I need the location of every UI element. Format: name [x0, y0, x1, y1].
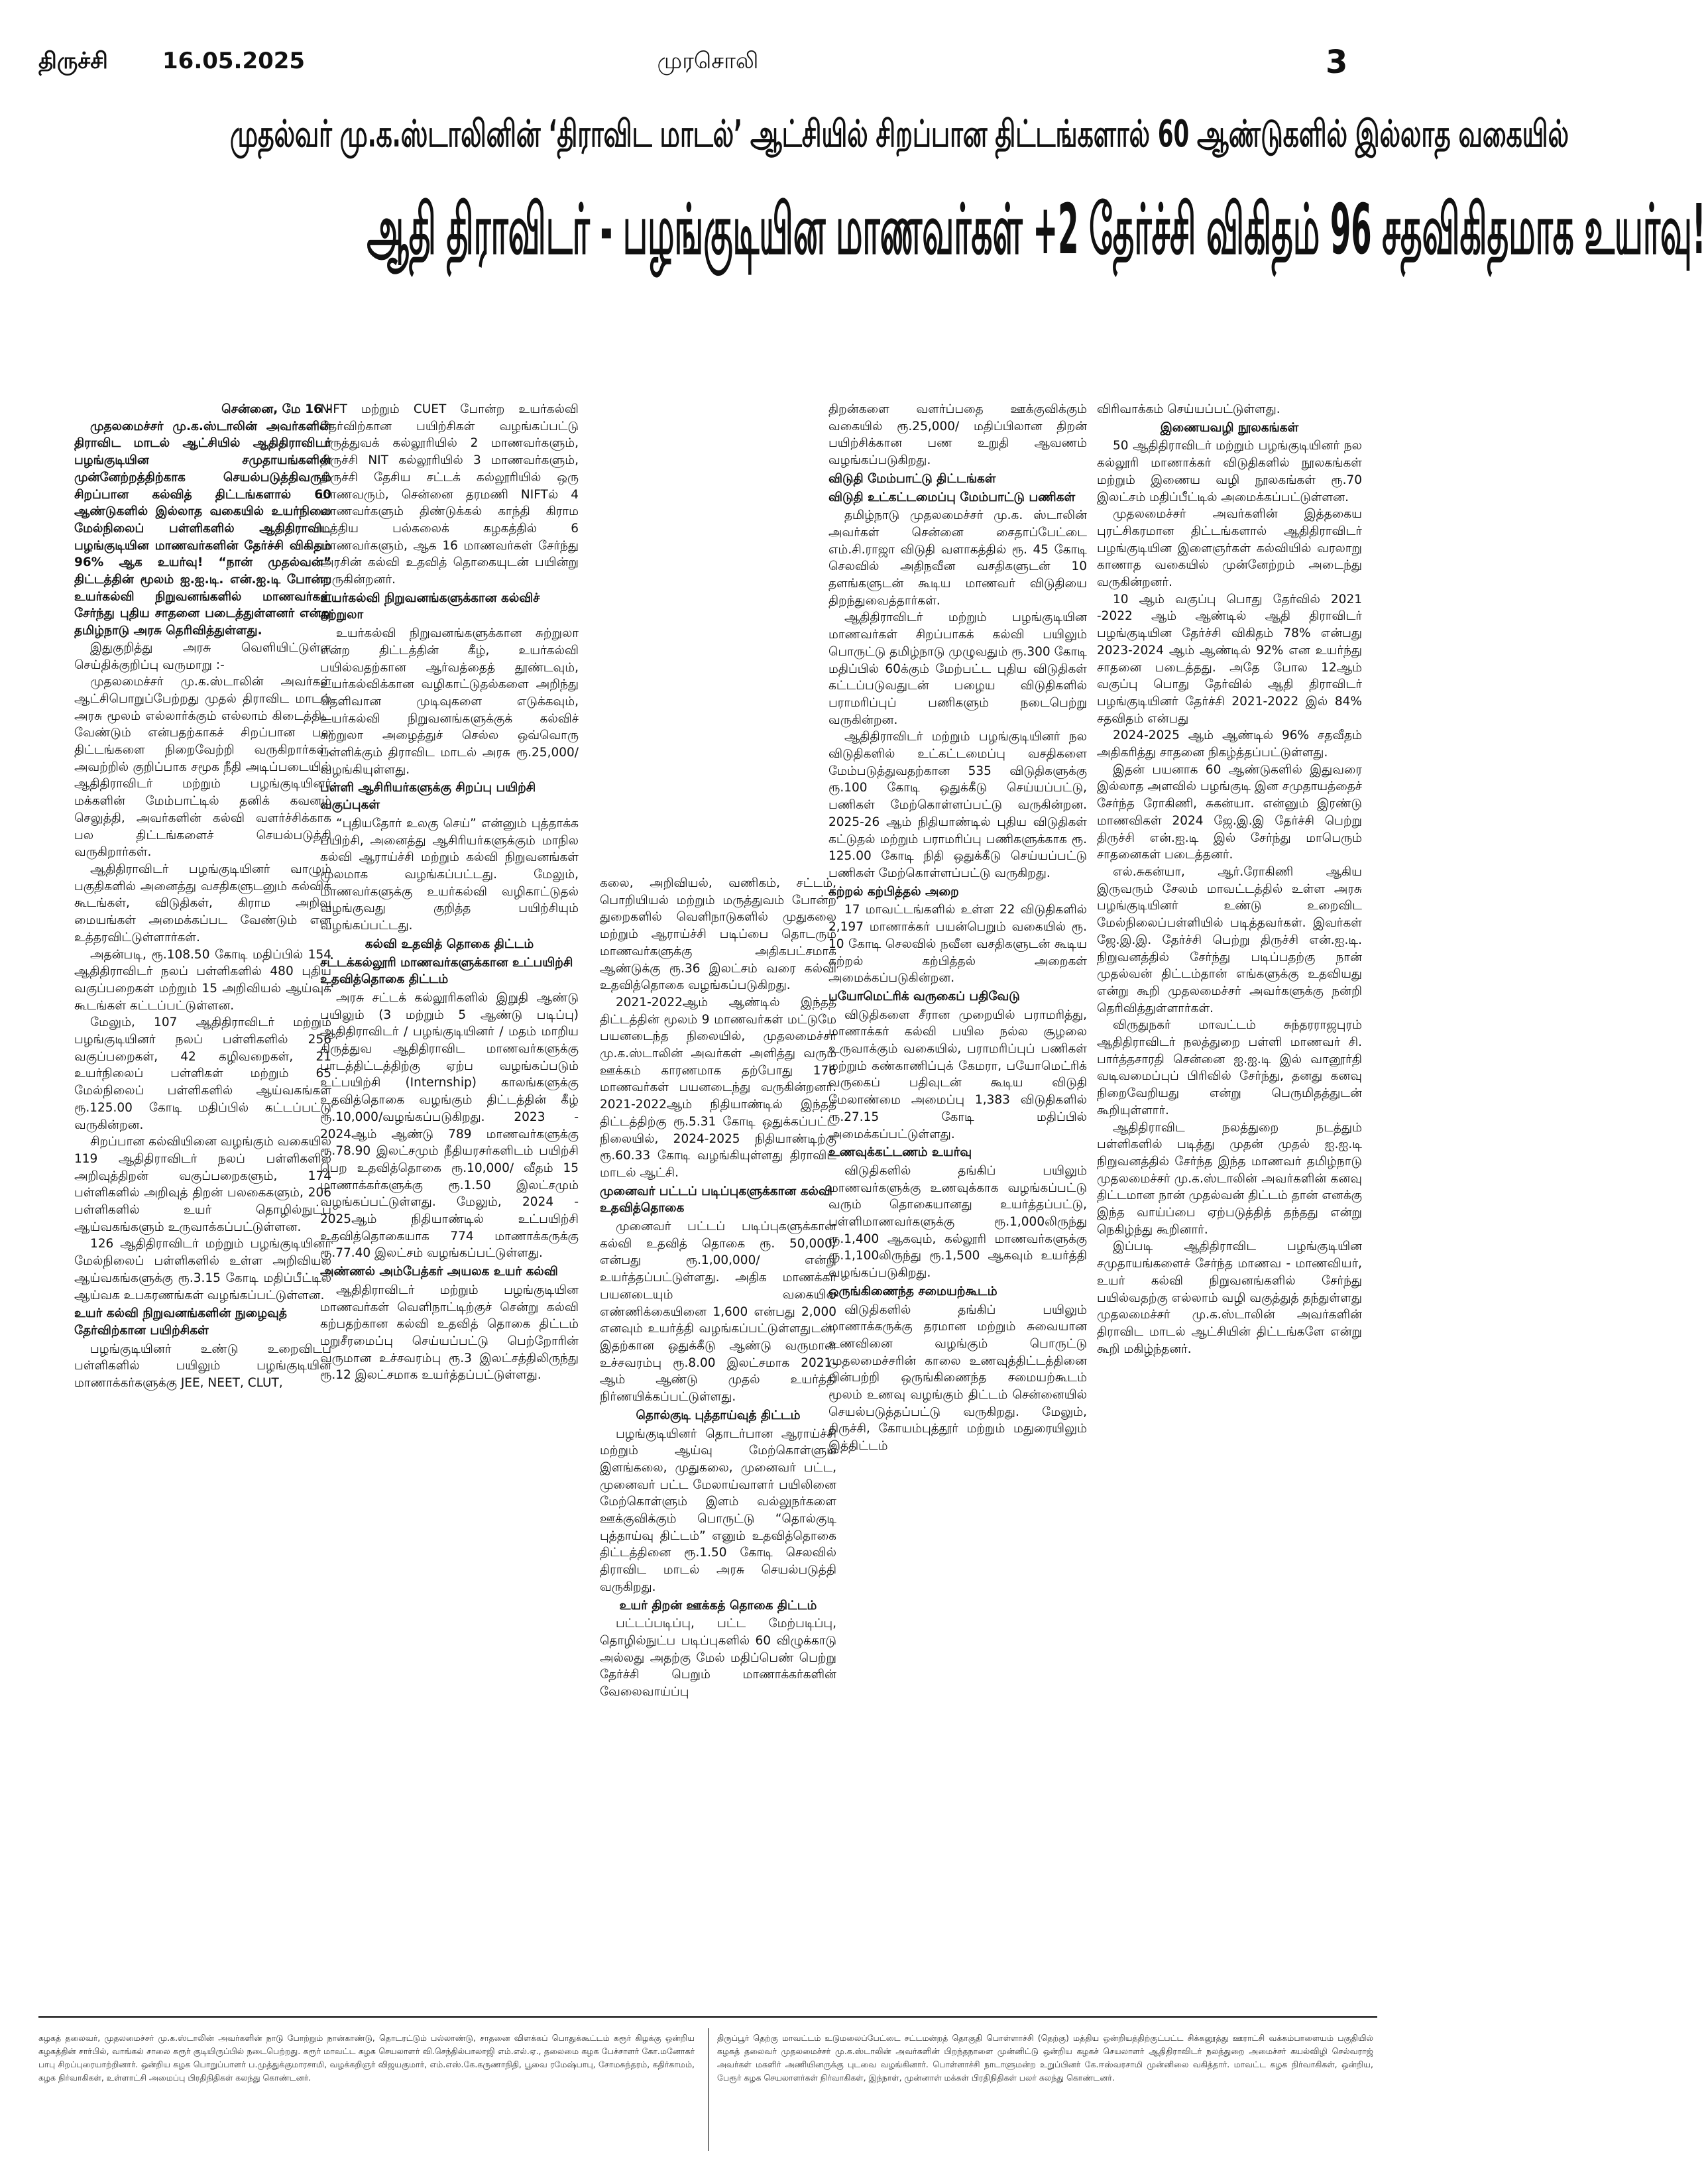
paragraph: மேலும், 107 ஆதிதிராவிடர் மற்றும் பழங்குடியினர் நலப் பள்ளிகளில் 256 வகுப்பறைகள், 42 கழிவறைகள், 21 உயர்நிலைப் பள்ளிகள் மற்றும் 65 மேல்நிலைப் பள்ளிகளில் ஆய்வகங்கள் ரூ.125.00 கோடி மதிப்பில் கட்டப்பட்டு வருகின்றன.: [74, 1015, 331, 1132]
paragraph: விடுதிகளை சீரான முறையில் பராமரித்து, மாணாக்கர் கல்வி பயில நல்ல சூழலை உருவாக்கும் வகையில், பராமரிப்புப் பணிகள் மற்றும் கண்காணிப்புக் கேமரா, பயோமெட்ரிக் வருகைப் பதிவுடன் கூடிய விடுதி மேலாண்மை அமைப்பு 1,383 விடுதிகளில் ரூ.27.15 கோடி மதிப்பில் அமைக்கப்பட்டுள்ளது.: [828, 1007, 1087, 1141]
paragraph: விருதுநகர் மாவட்டம் சுந்தரராஜபுரம் ஆதிதிராவிடர் நலத்துறை பள்ளி மாணவர் சி. பார்த்தசாரதி சென்னை ஐ.ஐ.டி இல் வானூர்தி வடிவமைப்புப் பிரிவில் சேர்ந்து, தனது கனவு நிறைவேறியது என்று பெருமிதத்துடன் கூறியுள்ளார்.: [1097, 1018, 1362, 1118]
sub-headline-text: முதல்வர் மு.க.ஸ்டாலினின் ‘திராவிட மாடல்’ ஆட்சியில் சிறப்பான திட்டங்களால் 60 ஆண்டுகளில் இல்லாத வகையில்: [229, 113, 1569, 156]
section-heading: அண்ணல் அம்பேத்கர் அயலக உயர் கல்வி: [320, 1265, 558, 1279]
paragraph: எல்.சுகன்யா, ஆர்.ரோகிணி ஆகிய இருவரும் சேலம் மாவட்டத்தில் உள்ள அரசு பழங்குடியினர் உண்டு உறைவிட மேல்நிலைப்பள்ளியில் படித்தவர்கள். இவர்கள் ஜே.இ.இ. தேர்ச்சி பெற்று திருச்சி என்.ஐ.டி. நிறுவனத்தில் சேர்ந்து படிப்பதற்கு நான் முதல்வன் திட்டம்தான் எங்களுக்கு உதவியது என்று கூறி முதலமைச்சர் அவர்களுக்கு நன்றி தெரிவித்துள்ளார்கள்.: [1097, 864, 1362, 1015]
sub-headline: [229, 113, 1569, 160]
paragraph: 50 ஆதிதிராவிடர் மற்றும் பழங்குடியினர் நல கல்லூரி மாணாக்கர் விடுதிகளில் நூலகங்கள் மற்றும் இணைய வழி நூலகங்கள் ரூ.70 இலட்சம் மதிப்பீட்டில் அமைக்கப்பட்டுள்ளன.: [1097, 439, 1362, 504]
dateline: சென்னை, மே 16 -: [221, 402, 331, 416]
paragraph: முனைவர் பட்டப் படிப்புகளுக்கான கல்வி உதவித் தொகை ரூ. 50,000/ என்பது ரூ.1,00,000/ என்று உயர்த்தப்பட்டுள்ளது. அதிக மாணக்கர் பயனடையும் வகையில் எண்ணிக்கையினை 1,600 என்பது 2,000 எனவும் உயர்த்தி வழங்கப்பட்டுள்ளதுடன், இதற்கான ஒதுக்கீடு ஆண்டு வருமான உச்சவரம்பு ரூ.8.00 இலட்சமாக 2021-ஆம் ஆண்டு முதல் உயர்த்தி நிர்ணயிக்கப்பட்டுள்ளது.: [600, 1220, 836, 1405]
paragraph: 17 மாவட்டங்களில் உள்ள 22 விடுதிகளில் 2,197 மாணாக்கர் பயன்பெறும் வகையில் ரூ. 10 கோடி செலவில் நவீன வசதிகளுடன் கூடிய கற்றல் கற்பித்தல் அறைகள் அமைக்கப்படுகின்றன.: [828, 903, 1087, 986]
main-headline-text: ஆதி திராவிடர் - பழங்குடியின மாணவர்கள் +2 தேர்ச்சி விகிதம் 96 சதவிகிதமாக உயர்வு!: [367, 189, 1706, 270]
article-column-1: [74, 401, 331, 1699]
paragraph: விடுதிகளில் தங்கிப் பயிலும் மாணவர்களுக்கு உணவுக்காக வழங்கப்பட்டு வரும் தொகையானது உயர்த்தப்பட்டு, பள்ளிமாணவர்களுக்கு ரூ.1,000லிருந்து ரூ.1,400 ஆகவும், கல்லூரி மாணவர்களுக்கு ரூ.1,100லிருந்து ரூ.1,500 ஆகவும் உயர்த்தி வழங்கப்படுகிறது.: [828, 1163, 1087, 1281]
section-heading: ஒருங்கிணைந்த சமையற்கூடம்: [828, 1284, 997, 1298]
section-heading: முனைவர் பட்டப் படிப்புகளுக்கான கல்வி உதவித்தொகை: [600, 1184, 832, 1216]
paragraph: பழங்குடியினர் உண்டு உறைவிடப் பள்ளிகளில் பயிலும் பழங்குடியின மாணாக்கர்களுக்கு JEE, NEET, CLUT,: [74, 1342, 331, 1391]
masthead-paper-name: முரசொலி: [657, 48, 759, 74]
article-column-3: [600, 875, 836, 1703]
paragraph: முதலமைச்சர் மு.க.ஸ்டாலின் அவர்கள் ஆட்சிபொறுப்பேற்றது முதல் திராவிட மாடல் அரசு மூலம் எல்லார்க்கும் எல்லாம் கிடைத்திட வேண்டும் என்பதற்காகச் சிறப்பான பல திட்டங்களை நிறைவேற்றி வருகிறார்கள். அவற்றில் குறிப்பாக சமூக நீதி அடிப்படையில் ஆதிதிராவிடர் மற்றும் பழங்குடியினர் மக்களின் மேம்பாட்டில் தனிக் கவனம் செலுத்தி, அவர்களின் கல்வி வளர்ச்சிக்காக பல திட்டங்களைச் செயல்படுத்தி வருகிறார்கள்.: [74, 675, 331, 860]
paragraph: 2024-2025 ஆம் ஆண்டில் 96% சதவீதம் அதிகரித்து சாதனை நிகழ்த்தப்பட்டுள்ளது.: [1097, 728, 1362, 760]
paragraph: “புதியதோர் உலகு செய்” என்னும் புத்தாக்க பயிற்சி, அனைத்து ஆசிரியர்களுக்கும் மாநில கல்வி ஆராய்ச்சி மற்றும் கல்வி நிறுவனங்கள் மூலமாக வழங்கப்பட்டது. மேலும், மாணவர்களுக்கு உயர்கல்வி வழிகாட்டுதல் வழங்குவது குறித்த பயிற்சியும் வழங்கப்பட்டது.: [320, 816, 579, 933]
paragraph: அரசு சட்டக் கல்லூரிகளில் இறுதி ஆண்டு பயிலும் (3 மற்றும் 5 ஆண்டு படிப்பு) ஆதிதிராவிடர் / பழங்குடியினர் / மதம் மாறிய கிருத்துவ ஆதிதிராவிட மாணவர்களுக்கு பாடத்திட்டத்திற்கு ஏற்ப வழங்கப்படும் உட்பயிற்சி (Internship) காலங்களுக்கு உதவித்தொகை வழங்கும் திட்டத்தின் கீழ் ரூ.10,000/வழங்கப்படுகிறது. 2023 - 2024ஆம் ஆண்டு 789 மாணவர்களுக்கு ரூ.78.90 இலட்சமும் நீதியரசர்களிடம் பயிற்சி பெற உதவித்தொகை ரூ.10,000/ வீதம் 15 மாணாக்கர்களுக்கு ரூ.1.50 இலட்சமும் வழங்கப்பட்டுள்ளது. மேலும், 2024 - 2025ஆம் நிதியாண்டில் உட்பயிற்சி உதவித்தொகையாக 774 மாணாக்கருக்கு ரூ.77.40 இலட்சம் வழங்கப்பட்டுள்ளது.: [320, 990, 579, 1261]
page-number: 3: [1326, 44, 1348, 81]
paragraph: 126 ஆதிதிராவிடர் மற்றும் பழங்குடியினர் மேல்நிலைப் பள்ளிகளில் உள்ள அறிவியல் ஆய்வகங்களுக்கு ரூ.3.15 கோடி மதிப்பீட்டில் ஆய்வக உபகரணங்கள் வழங்கப்பட்டுள்ளன.: [74, 1237, 331, 1302]
paragraph: ஆதிதிராவிடர் மற்றும் பழங்குடியின மாணவர்கள் வெளிநாட்டிற்குச் சென்று கல்வி கற்பதற்கான கல்வி உதவித் தொகை திட்டம் மறுசீரமைப்பு செய்யப்பட்டு பெற்றோரின் வருமான உச்சவரம்பு ரூ.3 இலட்சத்திலிருந்து ரூ.12 இலட்சமாக உயர்த்தப்பட்டுள்ளது.: [320, 1283, 579, 1383]
section-heading: உயர் கல்வி நிறுவனங்களின் நுழைவுத் தேர்விற்கான பயிற்சிகள்: [74, 1306, 287, 1338]
paragraph: திறன்களை வளர்ப்பதை ஊக்குவிக்கும் வகையில் ரூ.25,000/ மதிப்பிலான திறன் பயிற்சிக்கான பண உறுதி ஆவணம் வழங்கப்படுகிறது.: [828, 402, 1087, 468]
section-heading: உயர் திறன் ஊக்கத் தொகை திட்டம்: [619, 1598, 817, 1613]
paragraph: NIFT மற்றும் CUET போன்ற உயர்கல்வி தேர்விற்கான பயிற்சிகள் வழங்கப்பட்டு மருத்துவக் கல்லூரியில் 2 மாணவர்களும், திருச்சி NIT கல்லூரியில் 3 மாணவர்களும், திருச்சி தேசிய சட்டக் கல்லூரியில் ஒரு மாணவரும், சென்னை தரமணி NIFTல் 4 மாணவர்களும் திண்டுக்கல் காந்தி கிராம மத்திய பல்கலைக் கழகத்தில் 6 மாணவர்களும், ஆக 16 மாணவர்கள் சேர்ந்து அரசின் கல்வி உதவித் தொகையுடன் பயின்று வருகின்றனர்.: [320, 402, 579, 587]
section-heading: தொல்குடி புத்தாய்வுத் திட்டம்: [636, 1408, 801, 1422]
footer-divider: [38, 2016, 1377, 2018]
paragraph: ஆதிதிராவிட நலத்துறை நடத்தும் பள்ளிகளில் படித்து முதன் முதல் ஐ.ஐ.டி நிறுவனத்தில் சேர்ந்த இந்த மாணவர் தமிழ்நாடு முதலமைச்சர் மு.க.ஸ்டாலின் அவர்களின் கனவு திட்டமான நான் முதல்வன் திட்டம் தான் எனக்கு இந்த வாய்ப்பை ஏற்படுத்தித் தந்தது என்று நெகிழ்ந்து கூறினார்.: [1097, 1120, 1362, 1237]
paragraph: உயர்கல்வி நிறுவனங்களுக்கான சுற்றுலா என்ற திட்டத்தின் கீழ், உயர்கல்வி பயில்வதற்கான ஆர்வத்தைத் தூண்டவும், உயர்கல்விக்கான வழிகாட்டுதல்களை அறிந்து தெளிவான முடிவுகளை எடுக்கவும், உயர்கல்வி நிறுவனங்களுக்குக் கல்விச் சுற்றுலா அழைத்துச் செல்ல ஒவ்வொரு பள்ளிக்கும் திராவிட மாடல் அரசு ரூ.25,000/ வழங்கியுள்ளது.: [320, 626, 579, 777]
paragraph: ஆதிதிராவிடர் மற்றும் பழங்குடியின மாணவர்கள் சிறப்பாகக் கல்வி பயிலும் பொருட்டு தமிழ்நாடு முழுவதும் ரூ.300 கோடி மதிப்பில் 60க்கும் மேற்பட்ட புதிய விடுதிகள் கட்டப்படுவதுடன் பழைய விடுதிகளில் பராமரிப்புப் பணிகளும் நடைபெற்று வருகின்றன.: [828, 610, 1087, 727]
paragraph: இதுகுறித்து அரசு வெளியிட்டுள்ள செய்திக்குறிப்பு வருமாறு :-: [74, 640, 331, 672]
paragraph: இதன் பயனாக 60 ஆண்டுகளில் இதுவரை இல்லாத அளவில் பழங்குடி இன சமுதாயத்தைச் சேர்ந்த ரோகிணி, சுகன்யா. என்னும் இரண்டு மாணவிகள் 2024 ஜே.இ.இ தேர்ச்சி பெற்று திருச்சி என்.ஐ.டி இல் சேர்ந்து மாபெரும் சாதனைகள் படைத்தனர்.: [1097, 762, 1362, 862]
paragraph: ஆதிதிராவிடர் பழங்குடியினர் வாழும் பகுதிகளில் அனைத்து வசதிகளுடனும் கல்விக் கூடங்கள், விடுதிகள், கிராம அறிவு மையங்கள் அமைக்கப்பட வேண்டும் என உத்தரவிட்டுள்ளார்கள்.: [74, 862, 331, 945]
photo-caption-left: கழகத் தலைவர், முதலமைச்சர் மு.க.ஸ்டாலின் அவர்களின் நாடு போற்றும் நான்காண்டு, தொடரட்டும் பல்லாண்டு, சாதனை விளக்கப் பொதுக்கூட்டம் கரூர் கிழக்கு ஒன்றிய கழகத்தின் சார்பில், வாங்கல் சாலை கரூர் குடியிருப்பில் நடைபெற்றது. கரூர் மாவட்ட கழக செயலாளர் வி.செந்தில்பாலாஜி எம்.எல்.ஏ., தலைமை கழக பேச்சாளர் கோ.மனோகர் பாபு சிறப்புரையாற்றினார். ஒன்றிய கழக பொறுப்பாளர் ப.முத்துக்குமாரசாமி, வழக்கறிஞர் விஜயகுமார், எம்.எஸ்.கே.கருணாநிதி, பூவை ரமேஷ்பாபு, சோமசுந்தரம், கதிர்காமம், கழக நிர்வாகிகள், உள்ளாட்சி அமைப்பு பிரதிநிதிகள் கலந்து கொண்டனர்.: [38, 2033, 695, 2083]
section-heading: விடுதி மேம்பாட்டு திட்டங்கள்: [828, 471, 996, 486]
section-heading: பயோமெட்ரிக் வருகைப் பதிவேடு: [828, 989, 1020, 1004]
section-heading: கல்வி உதவித் தொகை திட்டம்: [365, 937, 534, 951]
paragraph: முதலமைச்சர் அவர்களின் இத்தகைய புரட்சிகரமான திட்டங்களால் ஆதிதிராவிடர் பழங்குடியின இளைஞர்கள் கல்வியில் வரலாறு காணாத வகையில் முன்னேற்றம் அடைந்து வருகின்றனர்.: [1097, 507, 1362, 590]
paragraph: தமிழ்நாடு முதலமைச்சர் மு.க. ஸ்டாலின் அவர்கள் சென்னை சைதாப்பேட்டை எம்.சி.ராஜா விடுதி வளாகத்தில் ரூ. 45 கோடி செலவில் அதிநவீன வசதிகளுடன் 10 தளங்களுடன் கூடிய மாணவர் விடுதியை திறந்துவைத்தார்கள்.: [828, 508, 1087, 608]
paragraph: பழங்குடியினர் தொடர்பான ஆராய்ச்சி மற்றும் ஆய்வு மேற்கொள்ளும் இளங்கலை, முதுகலை, முனைவர் பட்ட, முனைவர் பட்ட மேலாய்வாளர் பயிலினை மேற்கொள்ளும் இளம் வல்லுநர்களை ஊக்குவிக்கும் பொருட்டு “தொல்குடி புத்தாய்வு திட்டம்” எனும் உதவித்தொகை திட்டத்தினை ரூ.1.50 கோடி செலவில் திராவிட மாடல் அரசு செயல்படுத்தி வருகிறது.: [600, 1426, 836, 1594]
masthead-city: திருச்சி: [38, 48, 108, 74]
paragraph: விரிவாக்கம் செய்யப்பட்டுள்ளது.: [1097, 402, 1280, 416]
lead-paragraph: முதலமைச்சர் மு.க.ஸ்டாலின் அவர்களின் திராவிட மாடல் ஆட்சியில் ஆதிதிராவிடர் பழங்குடியின சமுதாயங்களின் முன்னேற்றத்திற்காக செயல்படுத்திவரும் சிறப்பான கல்வித் திட்டங்களால் 60 ஆண்டுகளில் இல்லாத வகையில் உயர்நிலை மேல்நிலைப் பள்ளிகளில் ஆதிதிராவிட பழங்குடியின மாணவர்களின் தேர்ச்சி விகிதம் 96% ஆக உயர்வு! “நான் முதல்வன்” திட்டத்தின் மூலம் ஐ.ஐ.டி. என்.ஐ.டி போன்ற உயர்கல்வி நிறுவனங்களில் மாணவர்கள் சேர்ந்து புதிய சாதனை படைத்துள்ளனர் என்று தமிழ்நாடு அரசு தெரிவித்துள்ளது.: [74, 419, 331, 638]
paragraph: சிறப்பான கல்வியினை வழங்கும் வகையில் 119 ஆதிதிராவிடர் நலப் பள்ளிகளில் அறிவுத்திறன் வகுப்பறைகளும், 174 பள்ளிகளில் அறிவுத் திறன் பலகைகளும், 206 பள்ளிகளில் உயர் தொழில்நுட்ப ஆய்வகங்களும் உருவாக்கப்பட்டுள்ளன.: [74, 1135, 331, 1234]
paragraph: கலை, அறிவியல், வணிகம், சட்டம், பொறியியல் மற்றும் மருத்துவம் போன்ற துறைகளில் வெளிநாடுகளில் முதுகலை மற்றும் ஆராய்ச்சி படிப்பை தொடரும் மாணவர்களுக்கு அதிகபட்சமாக ஆண்டுக்கு ரூ.36 இலட்சம் வரை கல்வி உதவித்தொகை வழங்கப்படுகிறது.: [600, 876, 836, 993]
section-heading: உயர்கல்வி நிறுவனங்களுக்கான கல்விச் சுற்றுலா: [320, 591, 540, 622]
article-column-5: [1097, 401, 1362, 1687]
paragraph: பட்டப்படிப்பு, பட்ட மேற்படிப்பு, தொழில்நுட்ப படிப்புகளில் 60 விழுக்காடு அல்லது அதற்கு மேல் மதிப்பெண் பெற்று தேர்ச்சி பெறும் மாணாக்கர்களின் வேலைவாய்ப்பு: [600, 1617, 836, 1699]
masthead-date: 16.05.2025: [162, 48, 306, 74]
paragraph: அதன்படி, ரூ.108.50 கோடி மதிப்பில் 154 ஆதிதிராவிடர் நலப் பள்ளிகளில் 480 புதிய வகுப்பறைகள் மற்றும் 15 அறிவியல் ஆய்வுக் கூடங்கள் கட்டப்பட்டுள்ளன.: [74, 947, 331, 1013]
article-column-4: [828, 401, 1087, 1713]
section-heading: உணவுக்கட்டணம் உயர்வு: [828, 1145, 972, 1160]
section-heading: இணையவழி நூலகங்கள்: [1160, 420, 1299, 435]
photo-caption-right: திருப்பூர் தெற்கு மாவட்டம் உடுமலைப்பேட்டை சட்டமன்றத் தொகுதி பொள்ளாச்சி (தெற்கு) மத்திய ஒன்றியத்திற்குட்பட்ட சிக்கனூத்து ஊராட்சி வக்கம்பாளையம் பகுதியில் கழகத் தலைவர் முதலமைச்சர் மு.க.ஸ்டாலின் அவர்களின் பிறந்தநாளை முன்னிட்டு ஒன்றிய கழகச் செயலாளர் ஆதிதிராவிடர் நலத்துறை அமைச்சர் கயல்விழி செல்வராஜ் அவர்கள் மகளிர் அணியினருக்கு புடவை வழங்கினார். பொள்ளாச்சி நாடாளுமன்ற உறுப்பினர் கே.ஈஸ்வரசாமி முன்னிலை வகித்தார். மாவட்ட கழக நிர்வாகிகள், ஒன்றிய, பேரூர் கழக செயலாளர்கள் நிர்வாகிகள், இந்நாள், முன்னாள் மக்கள் பிரதிநிதிகள் பலர் கலந்து கொண்டனர்.: [717, 2033, 1373, 2083]
paragraph: 10 ஆம் வகுப்பு பொது தேர்வில் 2021 -2022 ஆம் ஆண்டில் ஆதி திராவிடர் பழங்குடியின தேர்ச்சி விகிதம் 78% என்பது 2023-2024 ஆம் ஆண்டில் 92% என உயர்ந்து சாதனை படைத்தது. அதே போல 12ஆம் வகுப்பு பொது தேர்வில் ஆதி திராவிடர் பழங்குடியினர் தேர்ச்சி 2021-2022 இல் 84% சதவிதம் என்பது: [1097, 592, 1362, 726]
paragraph: 2021-2022ஆம் ஆண்டில் இந்தத் திட்டத்தின் மூலம் 9 மாணவர்கள் மட்டுமே பயனடைந்த நிலையில், முதலமைச்சர் மு.க.ஸ்டாலின் அவர்கள் அளித்து வரும் ஊக்கம் காரணமாக தற்போது 176 மாணவர்கள் பயனடைந்து வருகின்றனர். 2021-2022ஆம் நிதியாண்டில் இந்தத் திட்டத்திற்கு ரூ.5.31 கோடி ஒதுக்கப்பட்ட நிலையில், 2024-2025 நிதியாண்டிற்கு ரூ.60.33 கோடி வழங்கியுள்ளது திராவிட மாடல் ஆட்சி.: [600, 995, 836, 1180]
paragraph: ஆதிதிராவிடர் மற்றும் பழங்குடியினர் நல விடுதிகளில் உட்கட்டமைப்பு வசதிகளை மேம்படுத்துவதற்கான 535 விடுதிகளுக்கு ரூ.100 கோடி ஒதுக்கீடு செய்யப்பட்டு, பணிகள் மேற்கொள்ளப்பட்டு வருகின்றன. 2025-26 ஆம் நிதியாண்டில் புதிய விடுதிகள் கட்டுதல் மற்றும் பராமரிப்பு பணிகளுக்காக ரூ. 125.00 கோடி நிதி ஒதுக்கீடு செய்யப்பட்டு பணிகள் மேற்கொள்ளப்பட்டு வருகிறது.: [828, 730, 1087, 880]
main-headline: [367, 189, 1706, 279]
section-heading: கற்றல் கற்பித்தல் அறை: [828, 884, 959, 899]
article-column-2: [320, 401, 579, 1687]
footer-column-divider: [708, 2028, 709, 2151]
section-heading: சட்டக்கல்லூரி மாணவர்களுக்கான உட்பயிற்சி உதவித்தொகை திட்டம்: [320, 955, 573, 987]
paragraph: விடுதிகளில் தங்கிப் பயிலும் மாணாக்கருக்கு தரமான மற்றும் சுவையான உணவினை வழங்கும் பொருட்டு முதலமைச்சரின் காலை உணவுத்திட்டத்தினை பின்பற்றி ஒருங்கிணைந்த சமையற்கூடம் மூலம் உணவு வழங்கும் திட்டம் சென்னையில் செயல்படுத்தப்பட்டு வருகிறது. மேலும், திருச்சி, கோயம்புத்தூர் மற்றும் மதுரையிலும் இத்திட்டம்: [828, 1302, 1087, 1454]
section-heading: பள்ளி ஆசிரியர்களுக்கு சிறப்பு பயிற்சி வகுப்புகள்: [320, 781, 536, 813]
section-heading: விடுதி உட்கட்டமைப்பு மேம்பாட்டு பணிகள்: [828, 490, 1076, 504]
paragraph: இப்படி ஆதிதிராவிட பழங்குடியின சமுதாயங்களைச் சேர்ந்த மாணவ - மாணவியர், உயர் கல்வி நிறுவனங்களில் சேர்ந்து பயில்வதற்கு எல்லாம் வழி வகுத்துத் தந்துள்ளது முதலமைச்சர் மு.க.ஸ்டாலின் அவர்களின் திராவிட மாடல் ஆட்சியின் திட்டங்களே என்று கூறி மகிழ்ந்தனர்.: [1097, 1239, 1362, 1356]
